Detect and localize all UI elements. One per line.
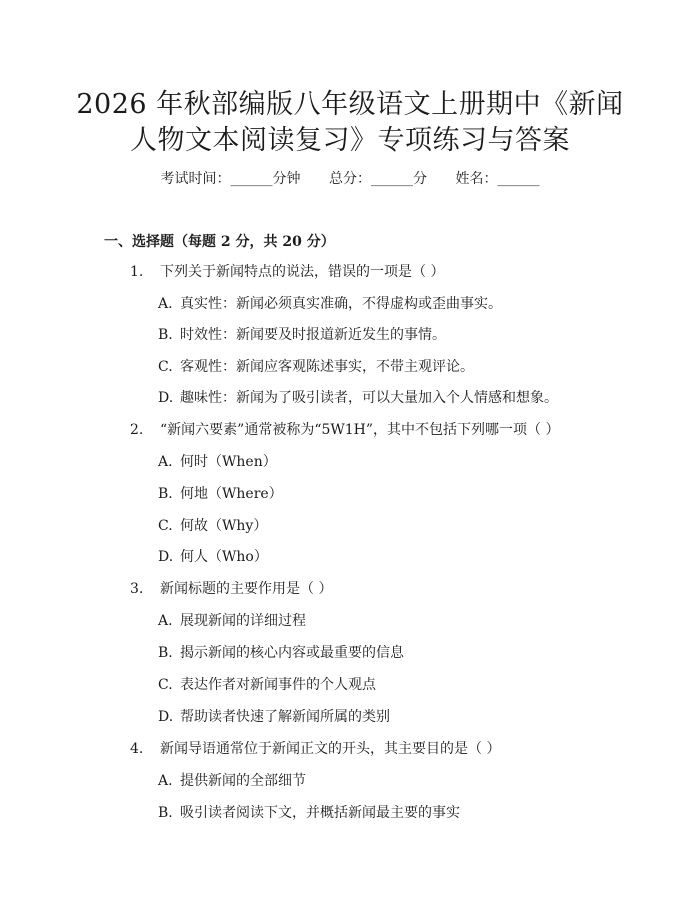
question-text: “新闻六要素”通常被称为“5W1H”，其中不包括下列哪一项（ ） (160, 422, 560, 438)
option-text: 趣味性：新闻为了吸引读者，可以大量加入个人情感和想象。 (180, 390, 558, 406)
question-1 (130, 263, 444, 281)
option-letter: A. (158, 613, 173, 629)
option-2c (158, 517, 267, 535)
option-3c (158, 676, 376, 694)
option-letter: B. (158, 327, 173, 343)
option-4a (158, 772, 306, 790)
option-letter: C. (158, 677, 173, 693)
option-3b (158, 644, 404, 662)
question-4 (130, 740, 500, 758)
option-letter: D. (158, 709, 174, 725)
option-2a (158, 453, 277, 471)
option-letter: D. (158, 549, 174, 565)
option-text: 何时（When） (180, 454, 277, 470)
option-letter: B. (158, 805, 173, 821)
question-2 (130, 421, 560, 439)
option-text: 帮助读者快速了解新闻所属的类别 (180, 709, 390, 725)
option-4b (158, 804, 460, 822)
option-text: 吸引读者阅读下文，并概括新闻最主要的事实 (180, 805, 460, 821)
exam-time-field: 考试时间：______分钟 (160, 171, 301, 187)
option-text: 展现新闻的详细过程 (180, 613, 306, 629)
question-number: 1. (130, 264, 144, 280)
section-heading: 一、选择题（每题 2 分，共 20 分） (104, 234, 335, 250)
option-text: 揭示新闻的核心内容或最重要的信息 (180, 645, 404, 661)
option-1d (158, 389, 558, 407)
option-1a (158, 295, 502, 313)
option-text: 真实性：新闻必须真实准确，不得虚构或歪曲事实。 (180, 296, 502, 312)
option-2d (158, 548, 268, 566)
question-number: 4. (130, 741, 144, 757)
option-letter: A. (158, 296, 173, 312)
question-text: 新闻标题的主要作用是（ ） (160, 581, 333, 597)
option-letter: C. (158, 359, 173, 375)
option-1b (158, 326, 446, 344)
option-letter: C. (158, 518, 173, 534)
name-field: 姓名：______ (455, 171, 540, 187)
option-letter: D. (158, 390, 174, 406)
option-1c (158, 358, 474, 376)
option-letter: B. (158, 645, 173, 661)
option-2b (158, 485, 283, 503)
document-title-line-1: 2026 年秋部编版八年级语文上册期中《新闻 (76, 89, 624, 120)
question-3 (130, 580, 332, 598)
option-text: 时效性：新闻要及时报道新近发生的事情。 (180, 327, 446, 343)
option-3d (158, 708, 390, 726)
option-text: 表达作者对新闻事件的个人观点 (180, 677, 376, 693)
document-title-line-2: 人物文本阅读复习》专项练习与答案 (130, 125, 570, 156)
question-text: 下列关于新闻特点的说法，错误的一项是（ ） (160, 264, 445, 280)
question-number: 2. (130, 422, 144, 438)
option-letter: A. (158, 454, 173, 470)
question-text: 新闻导语通常位于新闻正文的开头，其主要目的是（ ） (160, 741, 501, 757)
option-text: 客观性：新闻应客观陈述事实，不带主观评论。 (180, 359, 474, 375)
option-text: 提供新闻的全部细节 (180, 773, 306, 789)
option-text: 何地（Where） (180, 486, 283, 502)
option-3a (158, 612, 306, 630)
option-text: 何故（Why） (180, 518, 268, 534)
option-letter: A. (158, 773, 173, 789)
total-score-field: 总分：______分 (329, 171, 427, 187)
exam-info (0, 170, 700, 188)
option-letter: B. (158, 486, 173, 502)
question-number: 3. (130, 581, 144, 597)
option-text: 何人（Who） (180, 549, 268, 565)
